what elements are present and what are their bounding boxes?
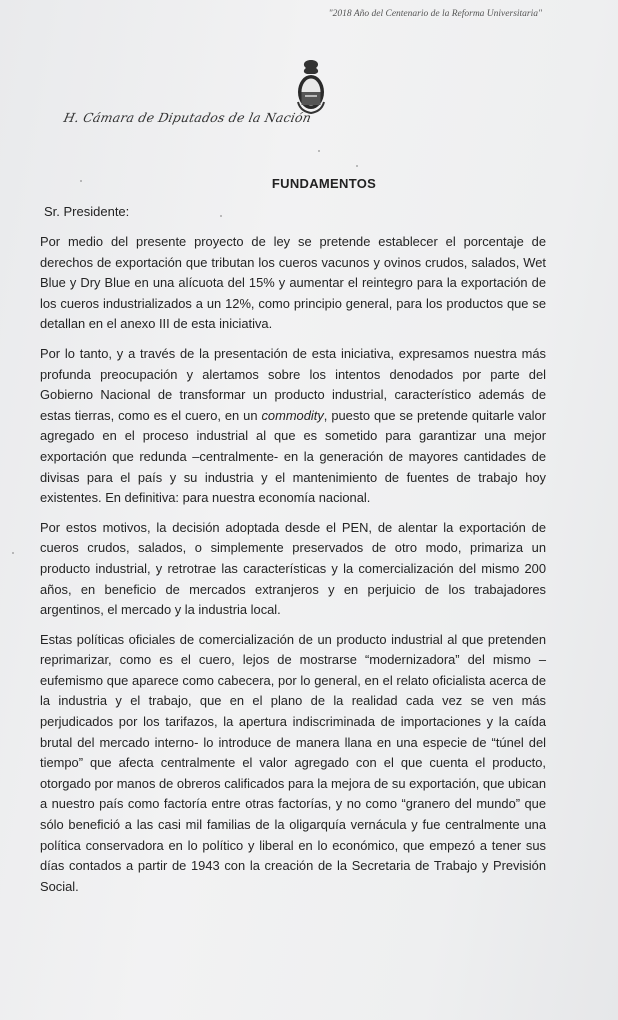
paper-speck: [356, 165, 358, 167]
header-note: "2018 Año del Centenario de la Reforma Universitaria": [328, 9, 542, 19]
paragraph-1: Por medio del presente proyecto de ley se pretende establecer el porcentaje de derechos de exportación que tributan los cueros vacunos y ovinos crudos, salados, Wet Blue y Dry Blue en una alícuota del 15% y aumentar el reintegro para la exportación de los cueros industrializados a un 12%, como principio general, para los productos que se detallan en el anexo III de esta iniciativa.: [40, 234, 546, 332]
paragraph-2-part-2: , puesto que se pretende quitarle valor agregado en el proceso industrial al que es sometido para garantizar una mejor exportación que redunda –centralmente- en la generación de mayores cantidades de divisas para el país y su industria y el mantenimiento de fuentes de trabajo hoy existentes. En definitiva: para nuestra economía nacional.: [40, 407, 546, 506]
paragraph-2-emphasis: commodity: [261, 407, 324, 423]
section-title: FUNDAMENTOS: [271, 176, 377, 191]
paragraph-2-part-1: Por lo tanto, y a través de la presentación de esta iniciativa, expresamos nuestra más profunda preocupación y alertamos sobre los intentos denodados por parte del Gobierno Nacional de transformar un producto industrial, característico además de estas tierras, como es el cuero, en un: [40, 345, 546, 423]
paper-speck: [318, 150, 320, 152]
paper-speck: [80, 180, 82, 182]
coat-of-arms-seal: [294, 58, 328, 114]
paper-speck: [220, 215, 222, 217]
paper-speck: [12, 552, 14, 554]
paragraph-4: Estas políticas oficiales de comercialización de un producto industrial al que pretenden reprimarizar, como es el cuero, lejos de mostrarse “modernizadora” del mismo –eufemismo que aparece como cabecera, por lo general, en el relato oficialista acerca de la industria y el trabajo, que en el plano de la realidad cada vez se ven más perjudicados por los tarifazos, la apertura indiscriminada de importaciones y la caída brutal del mercado interno- lo introduce de manera llana en una especie de “túnel del tiempo” que afecta centralmente el valor agregado con el que cuenta el producto, otorgado por manos de obreros calificados para la mejora de su exportación, que ubican a nuestro país como factoría entre otras factorías, y no como “granero del mundo” que sólo benefició a las casi mil familias de la oligarquía vernácula y fue centralmente una política conservadora en lo político y liberal en lo económico, que empezó a tener sus días contados a partir de 1943 con la creación de la Secretaria de Trabajo y Previsión Social.: [40, 631, 546, 894]
paragraph-2: [40, 344, 546, 509]
paragraph-3: Por estos motivos, la decisión adoptada desde el PEN, de alentar la exportación de cueros crudos, salados, o simplemente preservados de otro modo, primariza un producto industrial, y retrotrae las características y la comercialización del mismo 200 años, en beneficio de mercados extranjeros y en perjuicio de los trabajadores argentinos, el mercado y la industria local.: [40, 519, 546, 618]
salutation: Sr. Presidente:: [44, 204, 130, 219]
body-text: [40, 232, 546, 906]
chamber-name: H. Cámara de Diputados de la Nación: [62, 110, 313, 125]
